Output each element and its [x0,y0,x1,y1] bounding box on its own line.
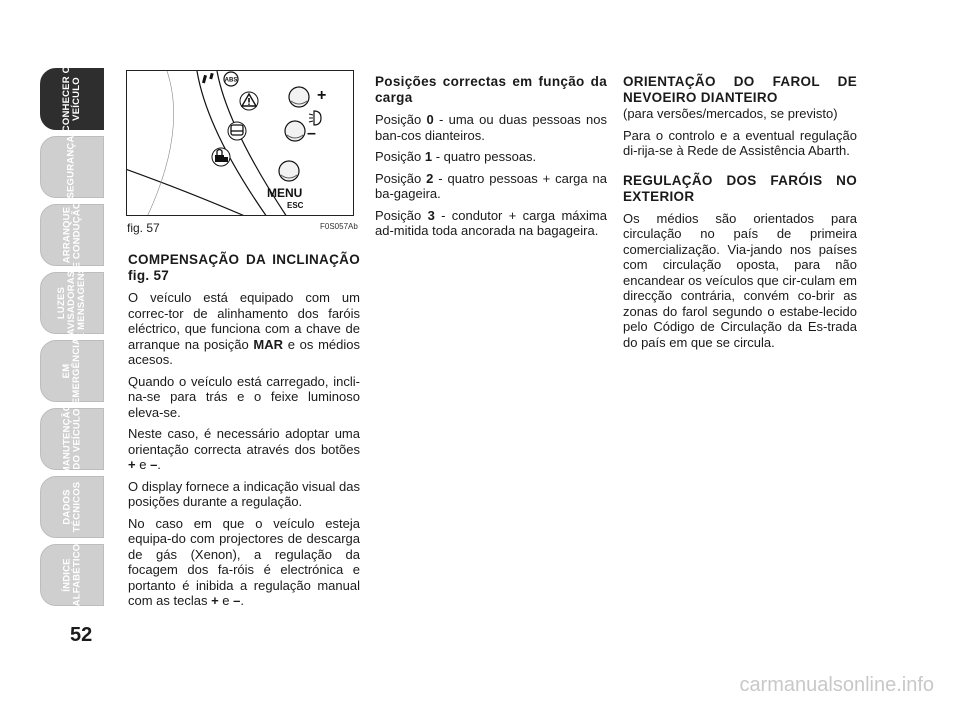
tab-conhecer-o-veiculo[interactable] [40,65,104,133]
tab-label: MANUTENÇÃO DO VEÍCULO [61,403,83,475]
lock-icon [212,148,230,166]
column-1 [128,252,360,615]
tab-seguranca[interactable] [40,136,104,198]
text-run: e os médios acesos. [128,336,360,367]
dashboard-illustration [127,71,354,216]
section-heading: ORIENTAÇÃO DO FAROL DE NEVOEIRO DIANTEIRO [623,74,857,105]
text-run: . [240,593,245,608]
text-run: - condutor + carga máxima ad-mitida toda ancorada na bagageira. [375,207,607,238]
text-run: . [157,457,161,472]
tab-manutencao-do-veiculo[interactable] [40,403,104,475]
section-heading: REGULAÇÃO DOS FARÓIS NO EXTERIOR [623,172,857,204]
paragraph: O display fornece a indicação visual das posições durante a regulação. [128,478,360,509]
plus-label: + [317,87,327,104]
subheading: (para versões/mercados, se previsto) [623,106,838,121]
figure-caption: fig. 57 [127,221,160,235]
text-run: - quatro pessoas. [432,149,537,164]
list-item [375,208,607,239]
abs-label: ABS [224,77,238,84]
plus-button-graphic [289,87,326,107]
position-number: 3 [427,207,435,223]
minus-button-graphic [285,121,316,142]
column-3 [623,74,857,356]
minus-symbol: – [233,593,241,608]
minus-symbol: – [150,457,158,472]
tab-label: EM EMERGÊNCIA [61,337,82,405]
tab-dados-tecnicos[interactable] [40,476,104,538]
tab-em-emergencia[interactable] [40,337,104,405]
text-run: Neste caso, é necessário adoptar uma orientação correcta através dos botões [128,426,360,457]
list-item [375,112,607,143]
page-number: 52 [70,624,93,646]
abs-icon [224,72,238,86]
section-heading: COMPENSAÇÃO DA INCLINAÇÃO fig. 57 [128,252,360,283]
tab-indice-alfabetico[interactable] [40,544,104,606]
watermark: carmanualsonline.info [739,674,934,696]
paragraph: Os médios são orientados para circulação no país de primeira comercialização. Via-jando nos países com circulação oposta, para não encandear os veículos que cir-culam em direcção contrária, convém co-brir as zonas do farol segundo o estabe-lecido pelo Código de Circulação da Es-trada do país em que se circula. [623,210,857,350]
figure-57 [126,70,354,216]
text-run: O veículo está equipado com um correc-tor de alinhamento dos faróis eléctrico, que funciona com a chave de arranque na posição [128,290,360,352]
door-icon [228,122,246,140]
position-number: 1 [424,149,433,164]
tab-label: ARRANQUE E CONDUÇÃO [61,201,83,269]
paragraph: Para o controlo e a eventual regulação di-rija-se à Rede de Assistência Abarth. [623,127,857,158]
text-run: Posição [375,112,427,127]
tab-luzes-avisadoras[interactable] [40,266,104,340]
position-number: 2 [426,170,434,186]
menu-button-graphic [267,161,304,210]
plus-symbol: + [211,593,219,608]
esc-label: ESC [287,201,304,210]
warning-triangle-icon [240,92,258,110]
paragraph: Quando o veículo está carregado, incli-na-se para trás e o feixe luminoso eleva-se. [128,373,360,420]
text-run: Posição [375,170,427,186]
text-run: - quatro pessoas + carga na ba-gageira. [375,170,607,201]
figure-code: F0S057Ab [320,222,358,231]
paragraph [128,516,360,609]
text-run: e [218,593,234,608]
list-item [375,149,607,165]
text-run: Posição [375,207,428,223]
menu-label: MENU [267,186,303,200]
key-position: MAR [253,336,284,352]
tab-label: ÍNDICE ALFABÉTICO [61,543,83,607]
tab-label: LUZES AVISADORAS E MENSAGENS [56,266,88,340]
tab-label: DADOS TÉCNICOS [61,481,82,533]
paragraph [128,290,360,368]
tab-label: CONHECER O VEÍCULO [61,65,82,133]
tab-arranque-e-conducao[interactable] [40,201,104,269]
minus-label: – [307,125,316,142]
list-item [375,171,607,202]
position-number: 0 [426,112,434,127]
headlight-level-icon [309,111,321,125]
tab-label: SEGURANÇA [66,135,77,199]
section-heading: Posições correctas em função da carga [375,74,607,105]
text-run: Posição [375,149,425,164]
column-2 [375,74,607,245]
text-run: e [135,457,151,472]
plus-symbol: + [128,457,136,472]
paragraph [128,426,360,473]
text-run: No caso em que o veículo esteja equipa-do com projectores de descarga de gás (Xenon), a regulação da focagem dos fa-róis é electrónica e portanto é inibida a regulação manual com as teclas [128,515,360,608]
text-run: - uma ou duas pessoas nos ban-cos dianteiros. [375,112,607,143]
